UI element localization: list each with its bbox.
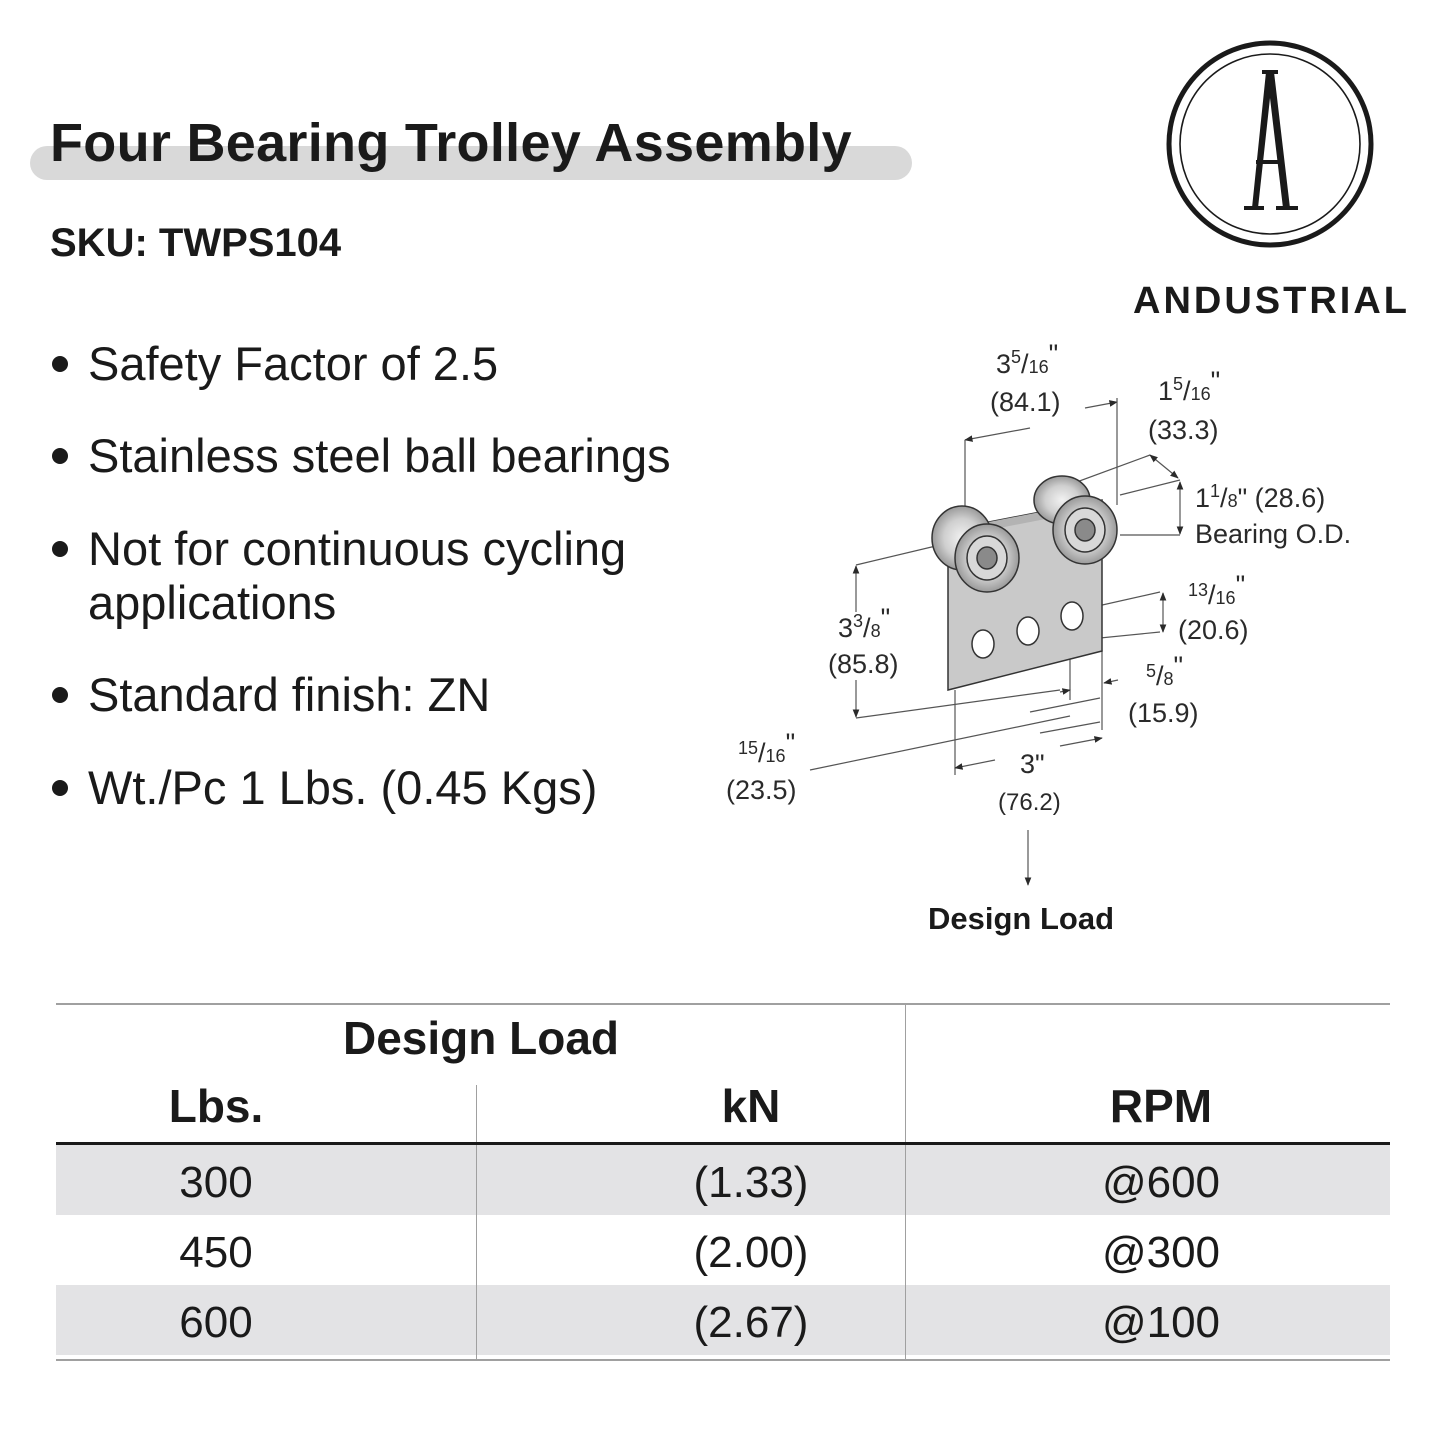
page-title: Four Bearing Trolley Assembly <box>50 113 852 173</box>
design-load-table <box>56 1003 1390 1361</box>
logo-letter: A <box>1166 38 1167 39</box>
dim-hole-metric: (20.6) <box>1178 615 1249 645</box>
sku-label: SKU: TWPS104 <box>50 221 342 265</box>
cell-lbs: 600 <box>179 1298 253 1347</box>
feature-text: Not for continuous cycling <box>88 522 627 575</box>
table-row <box>56 1285 1390 1355</box>
bullet-icon <box>52 780 68 796</box>
cell-kn: (2.00) <box>693 1228 809 1277</box>
column-header-rpm: RPM <box>1109 1080 1213 1132</box>
cell-lbs: 300 <box>179 1158 253 1207</box>
andustrial-logo-icon <box>1166 38 1374 250</box>
table-bottom-rule <box>56 1359 1390 1361</box>
table-row <box>56 1215 1390 1285</box>
svg-text:35/16": $3^5/16$" <box>996 339 1059 379</box>
brand-name: ANDUSTRIAL <box>1133 280 1410 322</box>
bullet-icon <box>52 541 68 557</box>
svg-text:33/8": $3^3/8$" <box>838 603 891 643</box>
cell-kn: (2.67) <box>693 1298 809 1347</box>
column-header-lbs: Lbs. <box>168 1080 264 1132</box>
dim-height-metric: (85.8) <box>828 649 899 679</box>
dim-thick-metric: (23.5) <box>726 775 797 805</box>
table-divider <box>905 1145 906 1361</box>
table-group-header: Design Load <box>342 1012 620 1064</box>
bullet-icon <box>52 687 68 703</box>
feature-text: applications <box>88 576 337 629</box>
dim-bearing-label: Bearing O.D. <box>1195 519 1352 549</box>
svg-text:15/16": $^{15}$/16" <box>738 728 796 768</box>
cell-lbs: 450 <box>179 1228 253 1277</box>
svg-text:5/8": $^5$/8" <box>1146 651 1184 691</box>
cell-rpm: @600 <box>1101 1158 1221 1207</box>
svg-text:11/8" (28.6): $1^1/8$" (28.6) <box>1195 481 1326 513</box>
cell-kn: (1.33) <box>693 1158 809 1207</box>
svg-text:15/16": $1^5/16$" <box>1158 366 1221 406</box>
column-header-kn: kN <box>721 1080 781 1132</box>
feature-text: Wt./Pc 1 Lbs. (0.45 Kgs) <box>88 761 598 814</box>
design-load-label: Design Load <box>928 901 1115 936</box>
table-divider <box>476 1145 477 1361</box>
feature-text: Standard finish: ZN <box>88 668 491 721</box>
dim-edge-metric: (15.9) <box>1128 698 1199 728</box>
bullet-icon <box>52 356 68 372</box>
feature-text: Stainless steel ball bearings <box>88 429 671 482</box>
table-top-rule <box>56 1003 1390 1005</box>
dim-width-top-metric: (84.1) <box>990 387 1061 417</box>
bullet-icon <box>52 448 68 464</box>
svg-text:3": 3" <box>1020 749 1045 779</box>
svg-text:13/16": $^{13}$/16" <box>1188 570 1246 610</box>
table-divider <box>476 1085 477 1143</box>
cell-rpm: @300 <box>1101 1228 1221 1277</box>
dim-offset-metric: (33.3) <box>1148 415 1219 445</box>
trolley-dimension-drawing <box>700 330 1420 950</box>
feature-text: Safety Factor of 2.5 <box>88 337 499 390</box>
dim-base-metric: (76.2) <box>998 789 1061 816</box>
cell-rpm: @100 <box>1101 1298 1221 1347</box>
table-row <box>56 1145 1390 1215</box>
